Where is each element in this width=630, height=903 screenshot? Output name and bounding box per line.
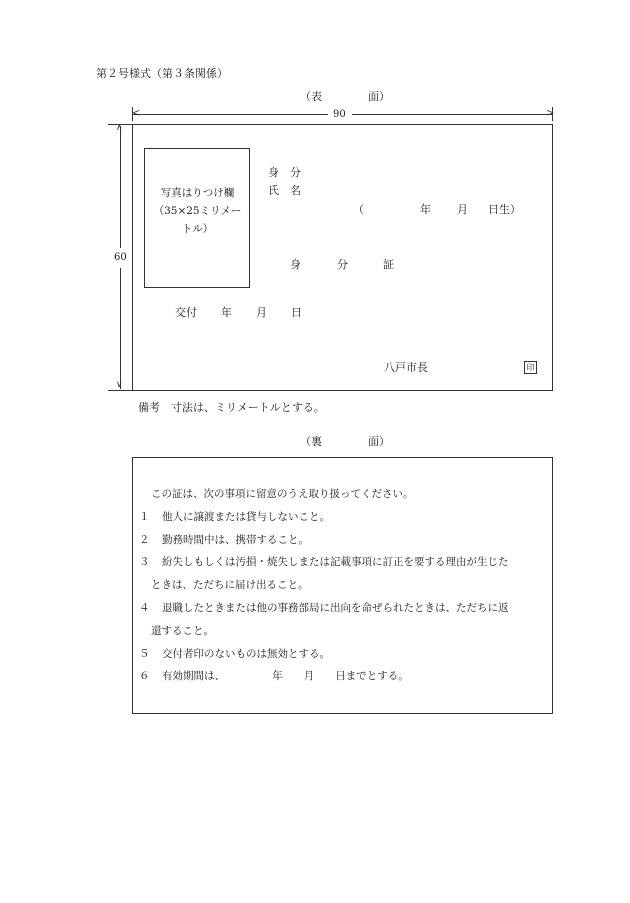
width-dimension-value: 90 <box>333 109 346 120</box>
note-text-continued: 還すること。 <box>151 625 214 637</box>
back-heading-open: （裏 <box>300 435 322 448</box>
photo-label-line-1: 写真はりつけ欄 <box>160 187 235 199</box>
arrow-left-icon: < <box>132 108 141 119</box>
note-number: ４ <box>139 602 150 614</box>
birth-open: （ <box>353 203 364 216</box>
arrow-up-icon: ∧ <box>116 123 123 133</box>
front-heading-close: 面） <box>368 90 390 103</box>
seal-text: 印 <box>526 363 535 372</box>
note-number: ５ <box>139 648 150 660</box>
note-number: ６ <box>139 670 150 682</box>
birth-year: 年 <box>420 203 431 216</box>
issue-year: 年 <box>221 306 232 319</box>
front-heading-open: （表 <box>300 90 322 103</box>
label-status: 身 分 <box>268 166 301 179</box>
note-number: ２ <box>139 534 150 546</box>
arrow-down-icon: ∨ <box>116 380 123 390</box>
form-title: 第２号様式（第３条関係） <box>96 67 228 80</box>
photo-label-line-2: （35×25ミリメー <box>153 205 242 217</box>
issue-day: 日 <box>291 306 302 319</box>
photo-label-line-3: トル） <box>181 223 214 235</box>
note-text: 退職したときまたは他の事務部局に出向を命ぜられたときは、ただちに返 <box>162 602 509 614</box>
issue-month: 月 <box>256 306 267 319</box>
seal-mark <box>524 361 537 374</box>
card-title-char-3: 証 <box>383 258 394 271</box>
note-text: 有効期間は、 年 月 日までとする。 <box>162 670 409 682</box>
note-text: 交付者印のないものは無効とする。 <box>162 648 330 660</box>
remark: 備考 寸法は、ミリメートルとする。 <box>138 401 325 414</box>
birth-day: 日生） <box>488 203 521 216</box>
issue-label: 交付 <box>175 306 197 319</box>
birth-month: 月 <box>457 203 468 216</box>
card-title-char-2: 分 <box>337 258 348 271</box>
issuer: 八戸市長 <box>384 361 428 374</box>
card-title-char-1: 身 <box>290 258 301 271</box>
back-intro: この証は、次の事項に留意のうえ取り扱ってください。 <box>151 488 414 500</box>
note-number: １ <box>139 511 150 523</box>
label-name: 氏 名 <box>268 184 301 197</box>
note-text-continued: ときは、ただちに届け出ること。 <box>151 579 309 591</box>
photo-area <box>144 148 250 288</box>
note-text: 他人に譲渡または貸与しないこと。 <box>162 511 330 523</box>
height-dimension-value: 60 <box>114 252 127 263</box>
arrow-right-icon: > <box>546 108 555 119</box>
note-text: 紛失しもしくは汚損・焼失しまたは記載事項に訂正を要する理由が生じた <box>162 556 509 568</box>
note-number: ３ <box>139 556 150 568</box>
note-text: 勤務時間中は、携帯すること。 <box>162 534 309 546</box>
back-heading-close: 面） <box>368 435 390 448</box>
